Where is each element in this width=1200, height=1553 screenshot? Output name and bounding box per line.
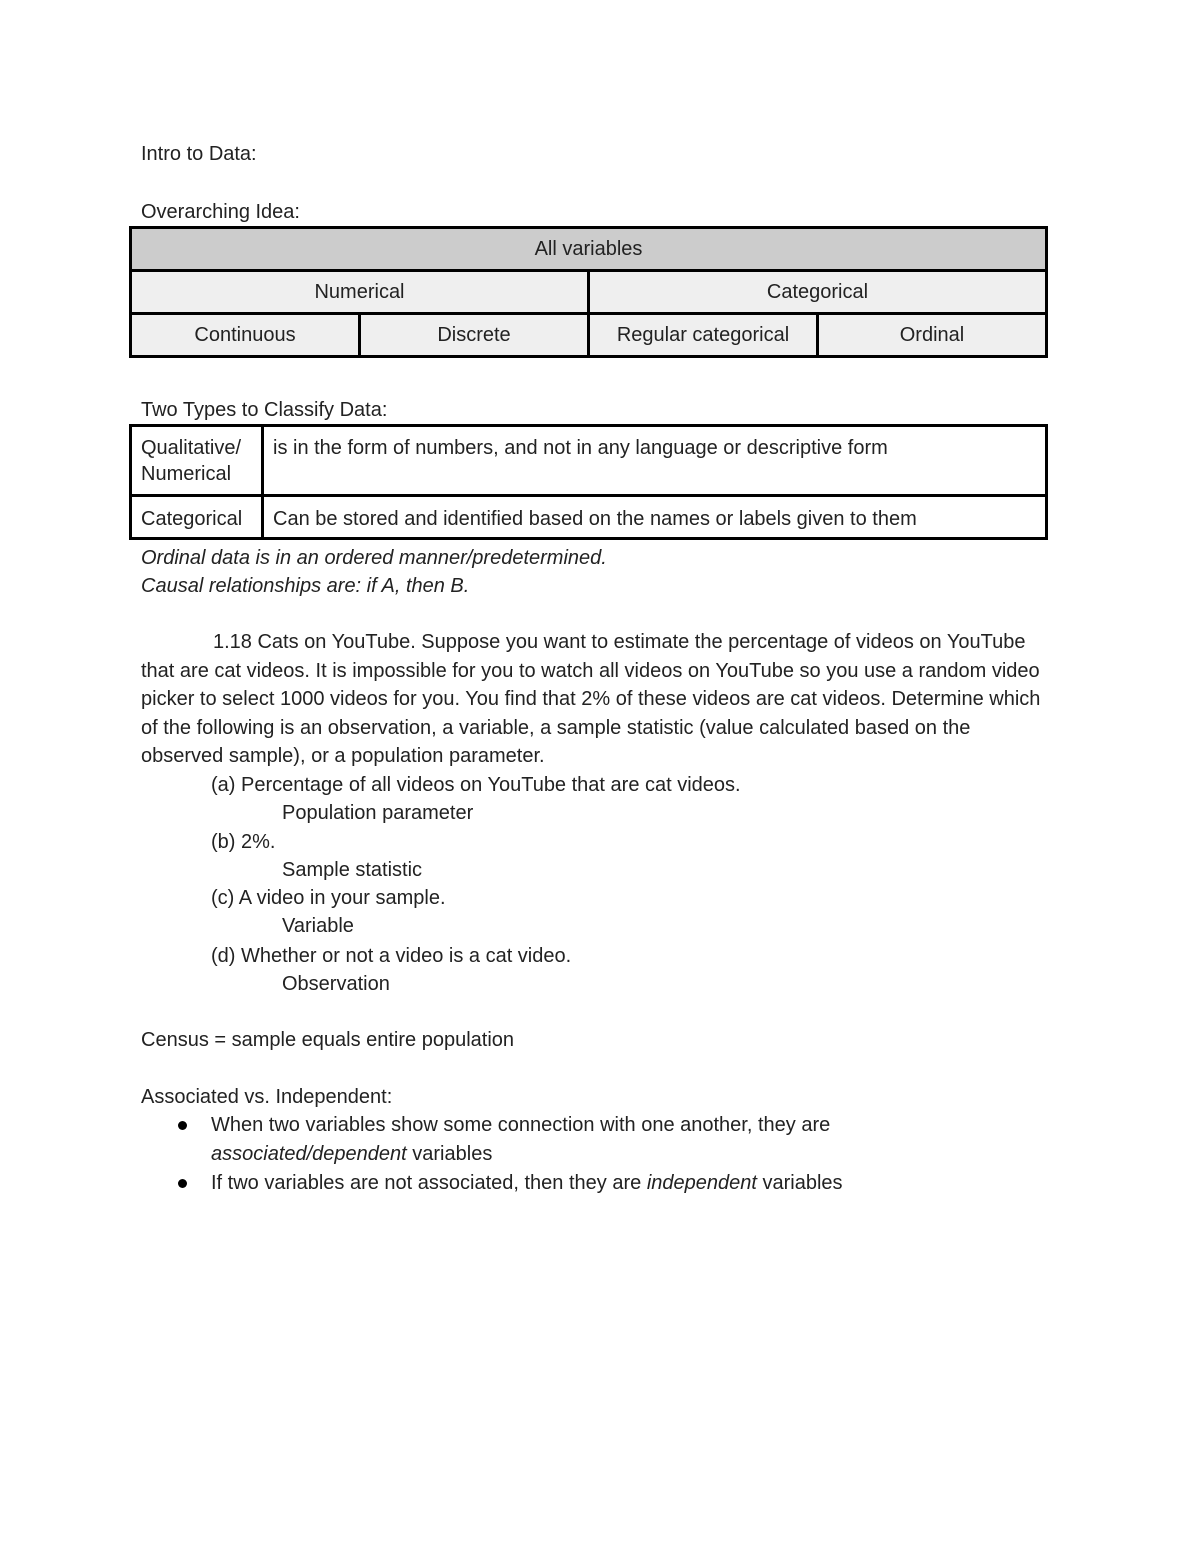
question-a: (a) Percentage of all videos on YouTube that are cat videos.: [211, 774, 741, 796]
question-d: (d) Whether or not a video is a cat video.: [211, 945, 572, 967]
bullet-associated-line2: [211, 1140, 492, 1169]
term-line: Qualitative/: [141, 437, 242, 459]
table-row: [131, 496, 1047, 539]
table-row: [131, 228, 1047, 271]
ordinal-cell: Ordinal: [818, 314, 1047, 357]
associated-rest: variables: [406, 1143, 493, 1165]
bullet-icon: [178, 1121, 187, 1130]
classify-data-table: [129, 424, 1048, 540]
note-ordinal: Ordinal data is in an ordered manner/predetermined.: [141, 547, 607, 569]
continuous-cell: Continuous: [131, 314, 360, 357]
regular-categorical-cell: Regular categorical: [589, 314, 818, 357]
answer-a: Population parameter: [282, 802, 474, 824]
definition-cell: is in the form of numbers, and not in any language or descriptive form: [263, 426, 1047, 496]
question-c: (c) A video in your sample.: [211, 887, 446, 909]
bullet-associated-line1: When two variables show some connection with one another, they are: [211, 1114, 831, 1136]
discrete-cell: Discrete: [360, 314, 589, 357]
table-row: [131, 271, 1047, 314]
categorical-cell: Categorical: [589, 271, 1047, 314]
all-variables-cell: All variables: [131, 228, 1047, 271]
independent-pre: If two variables are not associated, then they are: [211, 1172, 647, 1194]
table-row: [131, 426, 1047, 496]
page-title: Intro to Data:: [141, 143, 257, 165]
problem-paragraph: [141, 628, 1053, 771]
note-causal: Causal relationships are: if A, then B.: [141, 575, 470, 597]
term-cell: Categorical: [131, 496, 263, 539]
assoc-label: Associated vs. Independent:: [141, 1086, 393, 1108]
bullet-independent: [211, 1169, 843, 1198]
problem-text: 1.18 Cats on YouTube. Suppose you want to estimate the percentage of videos on YouTube that are cat videos. It is impossible for you to watch all videos on YouTube so you use a random video picker to select 1000 videos for you. You find that 2% of these videos are cat videos. Determine which of the following is an observation, a variable, a sample statistic (value calculated based on the observed sample), or a population parameter.: [141, 631, 1041, 767]
question-b: (b) 2%.: [211, 831, 276, 853]
term-cell: [131, 426, 263, 496]
definition-cell: Can be stored and identified based on the names or labels given to them: [263, 496, 1047, 539]
variable-hierarchy-table: [129, 226, 1048, 358]
answer-d: Observation: [282, 973, 390, 995]
independent-term: independent: [646, 1172, 757, 1194]
classify-label: Two Types to Classify Data:: [141, 399, 388, 421]
answer-c: Variable: [282, 915, 354, 937]
table-row: [131, 314, 1047, 357]
census-line: Census = sample equals entire population: [141, 1029, 515, 1051]
associated-term: associated/dependent: [211, 1143, 407, 1165]
answer-b: Sample statistic: [282, 859, 423, 881]
bullet-icon: [178, 1179, 187, 1188]
overarching-label: Overarching Idea:: [141, 201, 300, 223]
numerical-cell: Numerical: [131, 271, 589, 314]
independent-post: variables: [756, 1172, 843, 1194]
term-line: Numerical: [141, 463, 232, 485]
